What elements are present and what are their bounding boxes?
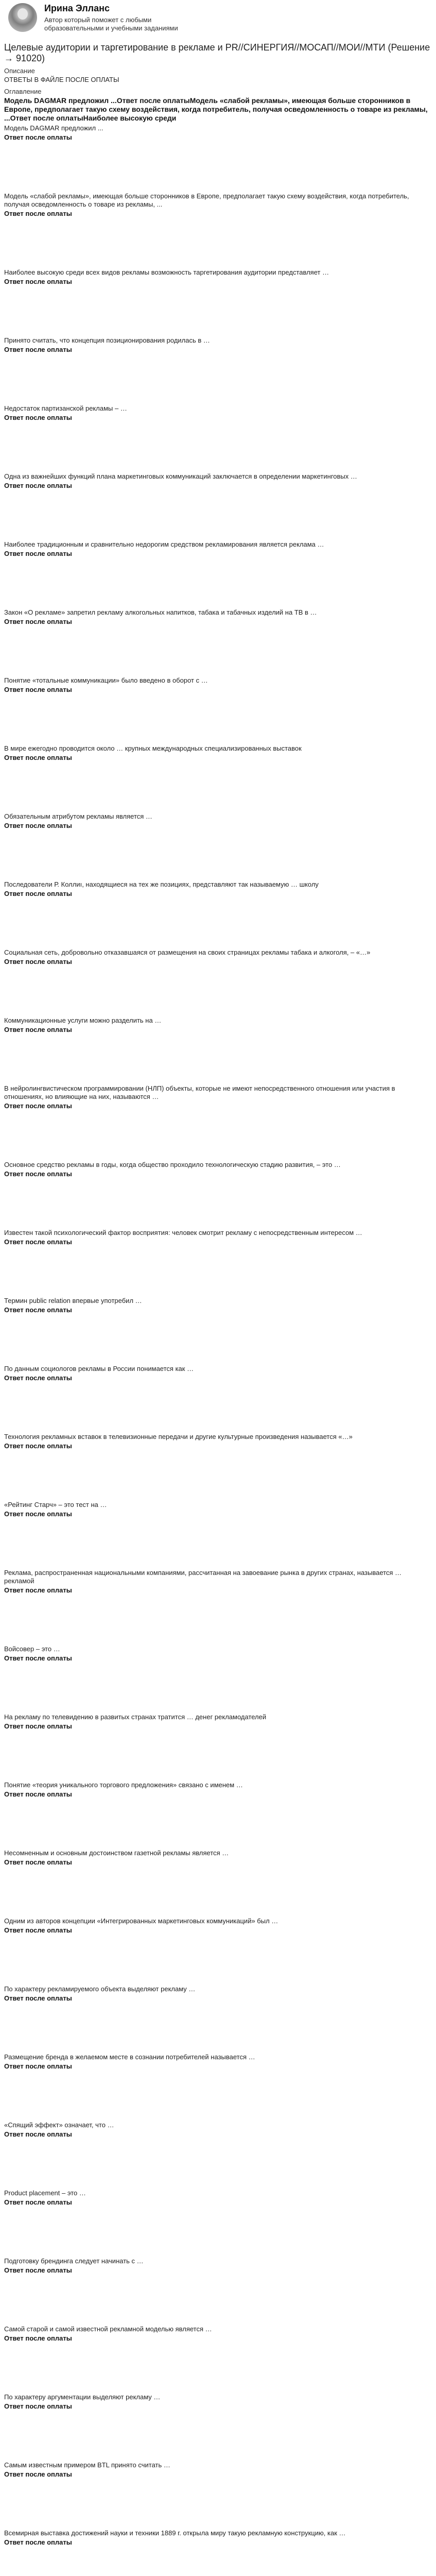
- qa-item: [4, 2393, 432, 2410]
- qa-item: [4, 1569, 432, 1594]
- question-text: «Спящий эффект» означает, что …: [4, 2121, 114, 2129]
- qa-item: [4, 1917, 432, 1934]
- answer-label: Ответ после оплаты: [4, 1442, 72, 1450]
- answer-label: Ответ после оплаты: [4, 2402, 72, 2410]
- question-text: Модель DAGMAR предложил ...: [4, 124, 103, 132]
- qa-item: [4, 948, 432, 965]
- answer-label: Ответ после оплаты: [4, 1790, 72, 1798]
- answer-label: Ответ после оплаты: [4, 1102, 72, 1110]
- qa-item: [4, 812, 432, 829]
- answer-label: Ответ после оплаты: [4, 2130, 72, 2138]
- answer-label: Ответ после оплаты: [4, 133, 72, 141]
- qa-item: [4, 2121, 432, 2138]
- question-text: Наиболее высокую среди всех видов рекламы возможность таргетирования аудитории представляет …: [4, 268, 329, 276]
- question-text: Известен такой психологический фактор восприятия: человек смотрит рекламу с непосредственным интересом …: [4, 1229, 362, 1236]
- answer-label: Ответ после оплаты: [4, 754, 72, 761]
- answer-label: Ответ после оплаты: [4, 1926, 72, 1934]
- description-text: ОТВЕТЫ В ФАЙЛЕ ПОСЛЕ ОПЛАТЫ: [4, 76, 119, 83]
- question-text: Недостаток партизанской рекламы – …: [4, 404, 127, 412]
- question-text: Войсовер – это …: [4, 1645, 60, 1653]
- question-text: Коммуникационные услуги можно разделить на …: [4, 1016, 162, 1024]
- answer-label: Ответ после оплаты: [4, 2266, 72, 2274]
- question-text: Самой старой и самой известной рекламной моделью является …: [4, 2325, 212, 2333]
- author-avatar[interactable]: [8, 3, 37, 32]
- answer-label: Ответ после оплаты: [4, 210, 72, 217]
- qa-item: [4, 2053, 432, 2070]
- qa-item: [4, 744, 432, 761]
- qa-item: [4, 1713, 432, 1730]
- toc-label: Оглавление: [4, 88, 42, 95]
- answer-label: Ответ после оплаты: [4, 1026, 72, 1033]
- answer-label: Ответ после оплаты: [4, 1238, 72, 1246]
- author-name[interactable]: Ирина Элланс: [44, 3, 110, 13]
- answer-label: Ответ после оплаты: [4, 2538, 72, 2546]
- question-text: Принято считать, что концепция позиционирования родилась в …: [4, 336, 210, 344]
- qa-item: [4, 1016, 432, 1033]
- answer-label: Ответ после оплаты: [4, 1722, 72, 1730]
- question-text: Понятие «тотальные коммуникации» было введено в оборот с …: [4, 676, 208, 684]
- answer-label: Ответ после оплаты: [4, 414, 72, 421]
- answer-label: Ответ после оплаты: [4, 482, 72, 489]
- answer-label: Ответ после оплаты: [4, 1994, 72, 2002]
- qa-item: [4, 1501, 432, 1518]
- question-text: Подготовку брендинга следует начинать с …: [4, 2257, 144, 2265]
- question-text: Одним из авторов концепции «Интегрированных маркетинговых коммуникаций» был …: [4, 1917, 278, 1925]
- qa-item: [4, 880, 432, 897]
- answer-label: Ответ после оплаты: [4, 1654, 72, 1662]
- question-text: Основное средство рекламы в годы, когда общество проходило технологическую стадию развития, – это …: [4, 1161, 341, 1168]
- answer-label: Ответ после оплаты: [4, 1170, 72, 1178]
- question-text: По характеру рекламируемого объекта выделяют рекламу …: [4, 1985, 196, 1993]
- qa-item: [4, 1297, 432, 1314]
- qa-item: [4, 676, 432, 693]
- answer-label: Ответ после оплаты: [4, 1510, 72, 1518]
- qa-item: [4, 268, 432, 285]
- qa-item: [4, 1365, 432, 1382]
- answer-label: Ответ после оплаты: [4, 890, 72, 897]
- answer-label: Ответ после оплаты: [4, 278, 72, 285]
- question-text: Модель «слабой рекламы», имеющая больше сторонников в Европе, предполагает такую схему воздействия, когда потребитель, получая осведомленность о товаре из рекламы, ...: [4, 192, 409, 208]
- answer-label: Ответ после оплаты: [4, 1374, 72, 1382]
- answer-label: Ответ после оплаты: [4, 2470, 72, 2478]
- question-text: В нейролингвистическом программировании (НЛП) объекты, которые не имеют непосредственного отношения или участия в отношениях, но влияющие на них, называются …: [4, 1084, 395, 1100]
- author-info: [44, 2, 199, 32]
- answer-label: Ответ после оплаты: [4, 2334, 72, 2342]
- answer-label: Ответ после оплаты: [4, 2062, 72, 2070]
- qa-item: [4, 404, 432, 421]
- qa-item: [4, 336, 432, 353]
- answer-label: Ответ после оплаты: [4, 2198, 72, 2206]
- question-text: Технология рекламных вставок в телевизионные передачи и другие культурные произведения называется «…»: [4, 1433, 353, 1440]
- answer-label: Ответ после оплаты: [4, 686, 72, 693]
- qa-item: [4, 1985, 432, 2002]
- answer-label: Ответ после оплаты: [4, 618, 72, 625]
- question-text: Несомненным и основным достоинством газетной рекламы является …: [4, 1849, 229, 1857]
- author-block: [4, 2, 432, 36]
- qa-item: [4, 2325, 432, 2342]
- question-text: Понятие «теория уникального торгового предложения» связано с именем …: [4, 1781, 243, 1789]
- answer-label: Ответ после оплаты: [4, 822, 72, 829]
- question-text: Социальная сеть, добровольно отказавшаяся от размещения на своих страницах рекламы табака и алкоголя, – «…»: [4, 948, 371, 956]
- question-text: Одна из важнейших функций плана маркетинговых коммуникаций заключается в определении маркетинговых …: [4, 472, 357, 480]
- qa-item: [4, 1229, 432, 1246]
- question-text: Реклама, распространенная национальными компаниями, рассчитанная на завоевание рынка в других странах, называется … рекламой: [4, 1569, 402, 1585]
- qa-item: [4, 1849, 432, 1866]
- qa-item: [4, 124, 432, 141]
- qa-item: [4, 2257, 432, 2274]
- description-label: Описание: [4, 67, 35, 75]
- author-description: Автор который поможет с любыми образовательными и учебными заданиями: [44, 16, 178, 32]
- qa-item: [4, 540, 432, 557]
- qa-item: [4, 192, 432, 217]
- question-text: По данным социологов рекламы в России понимается как …: [4, 1365, 194, 1372]
- question-text: В мире ежегодно проводится около … крупных международных специализированных выставок: [4, 744, 302, 752]
- qa-item: [4, 1781, 432, 1798]
- answer-label: Ответ после оплаты: [4, 1858, 72, 1866]
- question-text: Обязательным атрибутом рекламы является …: [4, 812, 152, 820]
- qa-item: [4, 1084, 432, 1110]
- answer-label: Ответ после оплаты: [4, 1586, 72, 1594]
- qa-item: [4, 2529, 432, 2546]
- answer-label: Ответ после оплаты: [4, 346, 72, 353]
- qa-list: [4, 124, 432, 2576]
- question-text: Наиболее традиционным и сравнительно недорогим средством рекламирования является реклама …: [4, 540, 324, 548]
- question-text: Самым известным примером BTL принято считать …: [4, 2461, 170, 2469]
- qa-item: [4, 2189, 432, 2206]
- question-text: Последователи Р. Коллиı, находящиеся на тех же позициях, представляют так называемую … школу: [4, 880, 319, 888]
- question-text: Термин public relation впервые употребил …: [4, 1297, 142, 1304]
- qa-item: [4, 608, 432, 625]
- question-text: Всемирная выставка достижений науки и техники 1889 г. открыла миру такую рекламную конструкцию, как …: [4, 2529, 346, 2537]
- question-text: По характеру аргументации выделяют рекламу …: [4, 2393, 161, 2401]
- answer-label: Ответ после оплаты: [4, 958, 72, 965]
- answer-label: Ответ после оплаты: [4, 550, 72, 557]
- lead-question: Модель DAGMAR предложил ...Ответ после оплатыМодель «слабой рекламы», имеющая больше сторонников в Европе, предполагает такую схему воздействия, когда потребитель, получая осведомленность о товаре из рекламы, ...Ответ после оплатыНаиболее высокую среди: [4, 96, 428, 122]
- question-text: Закон «О рекламе» запретил рекламу алкогольных напитков, табака и табачных изделий на ТВ в …: [4, 608, 317, 616]
- question-text: «Рейтинг Старч» – это тест на …: [4, 1501, 107, 1509]
- question-text: Product placement – это …: [4, 2189, 86, 2197]
- qa-item: [4, 1433, 432, 1450]
- answer-label: Ответ после оплаты: [4, 1306, 72, 1314]
- qa-item: [4, 472, 432, 489]
- qa-item: [4, 2461, 432, 2478]
- qa-item: [4, 1645, 432, 1662]
- question-text: Размещение бренда в желаемом месте в сознании потребителей называется …: [4, 2053, 255, 2061]
- qa-item: [4, 1161, 432, 1178]
- question-text: На рекламу по телевидению в развитых странах тратится … денег рекламодателей: [4, 1713, 267, 1721]
- page-title: Целевые аудитории и таргетирование в рекламе и PR//СИНЕРГИЯ//МОСАП//МОИ//МТИ (Решение → 91020): [4, 42, 430, 63]
